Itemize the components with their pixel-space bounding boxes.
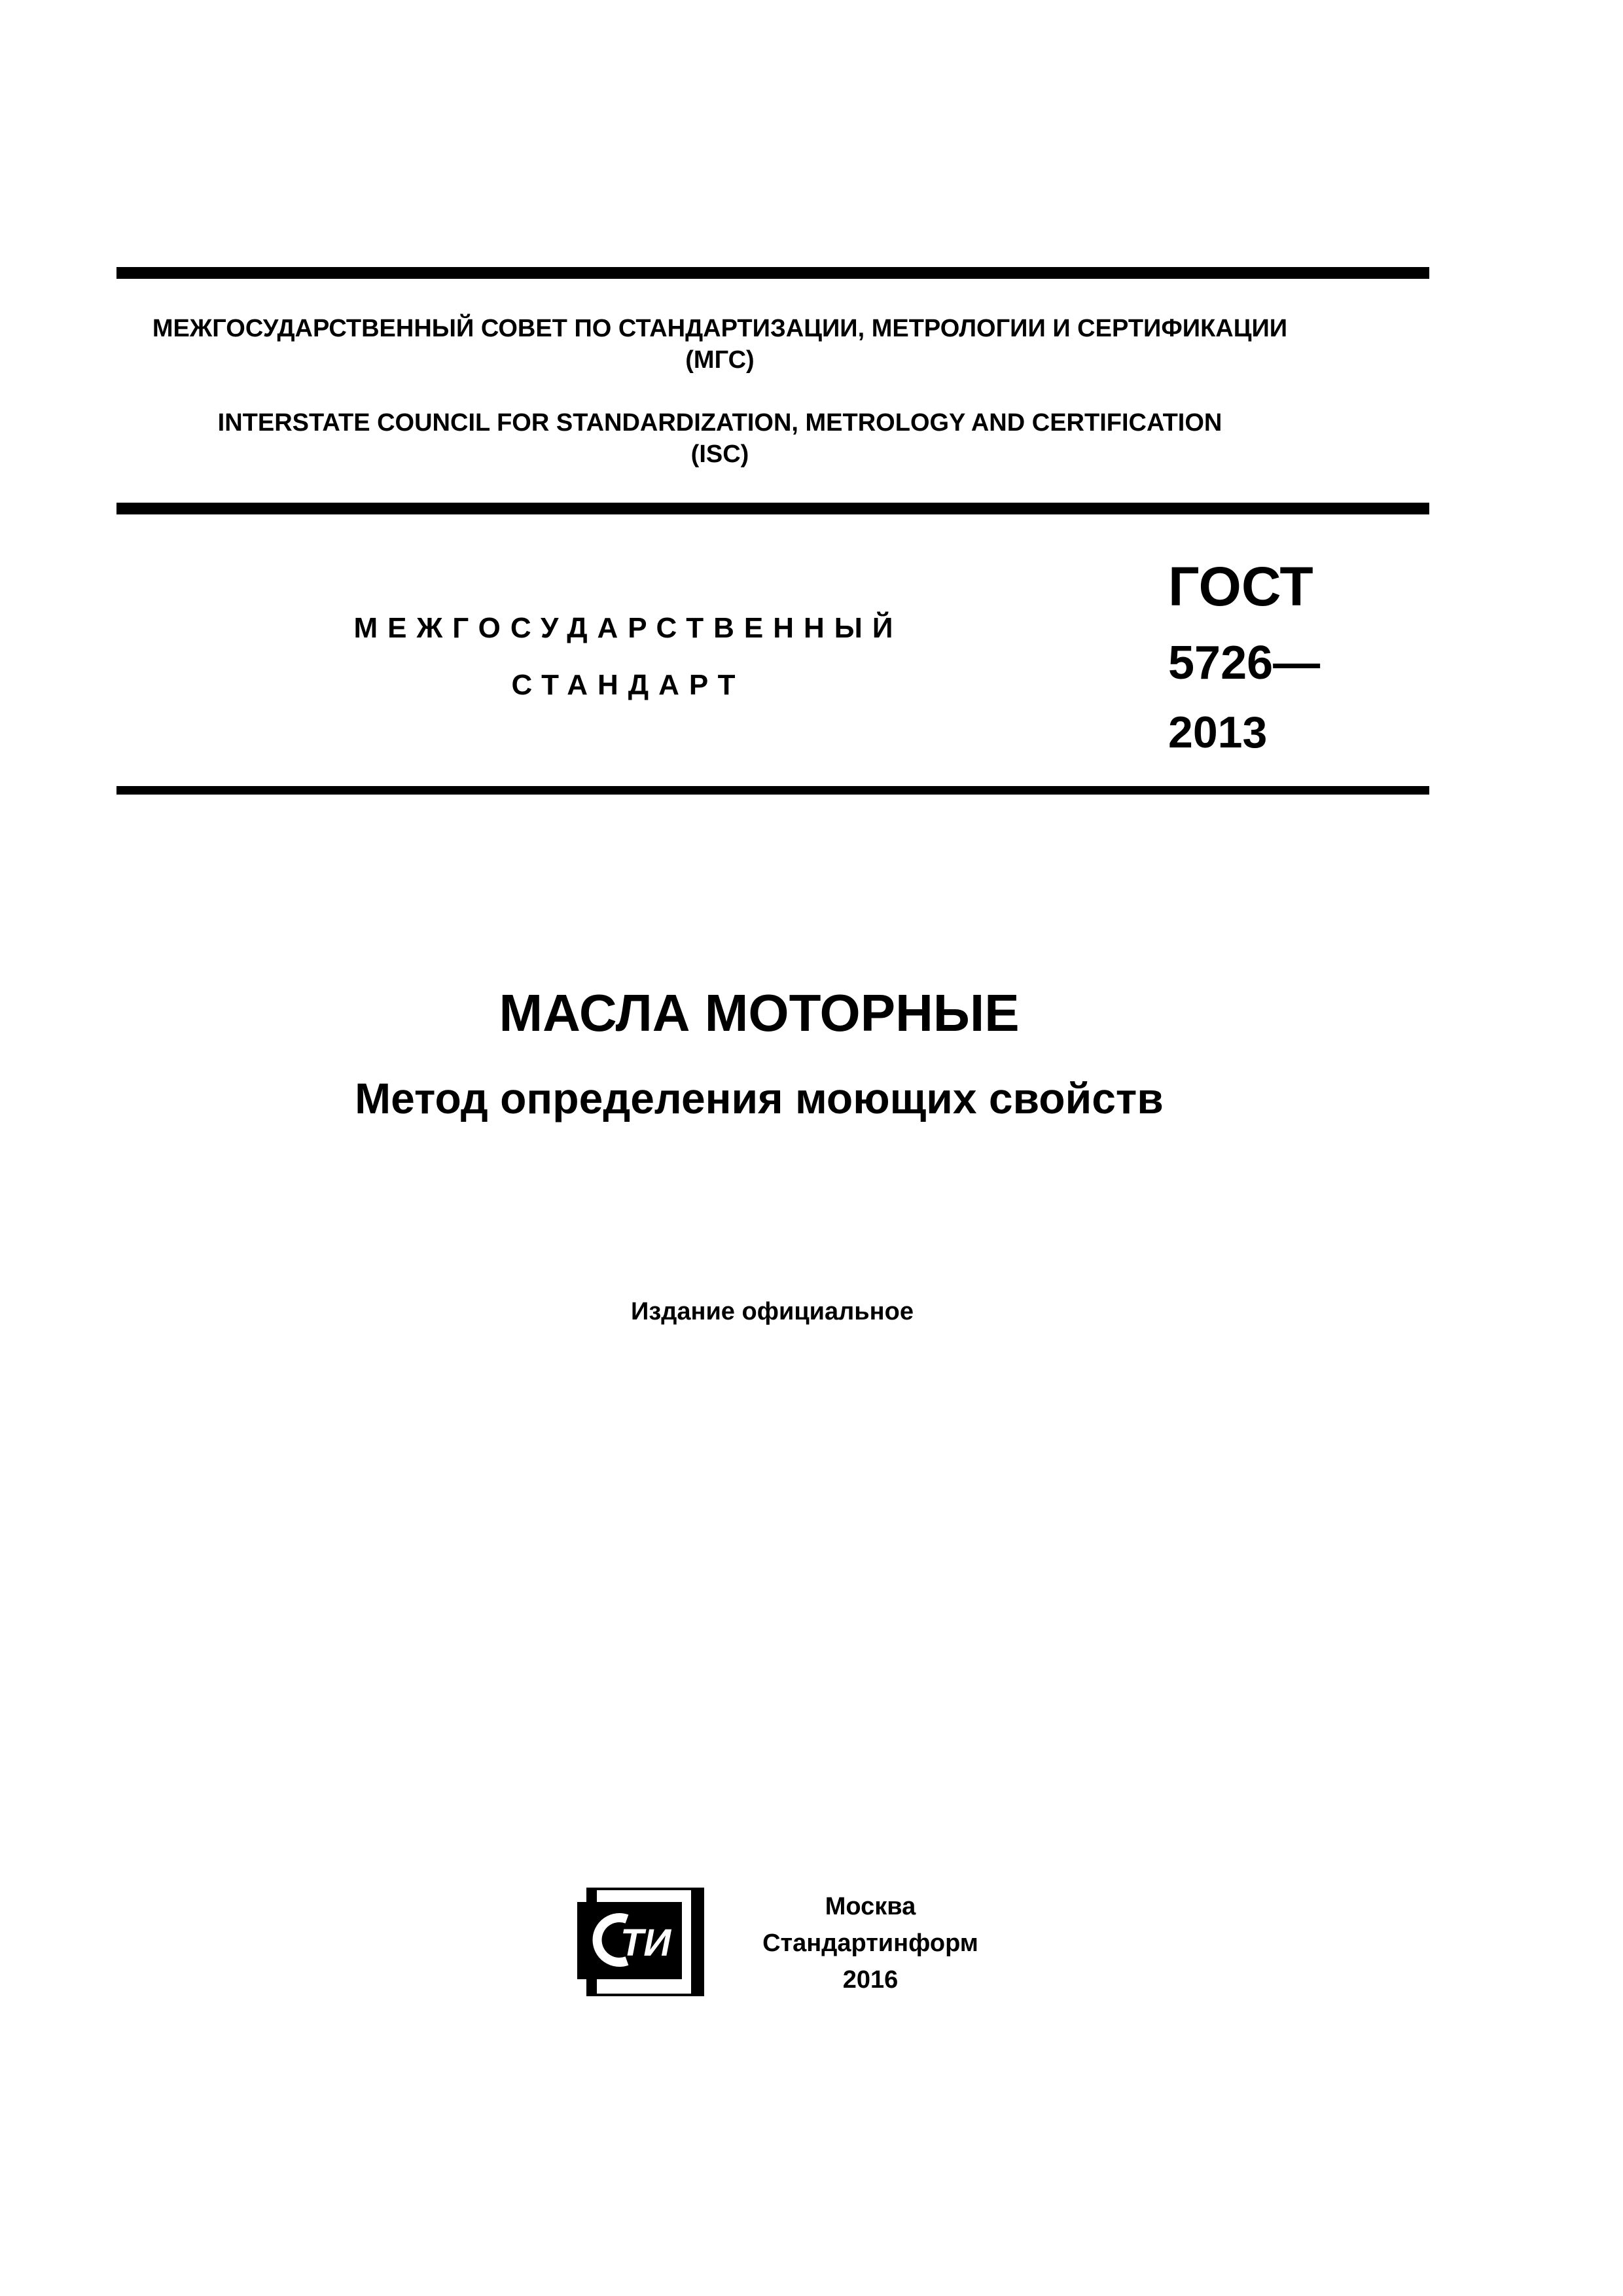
imprint (733, 1888, 1008, 1998)
gost-year: 2013 (1168, 708, 1268, 757)
imprint-publisher: Стандартинформ (762, 1929, 978, 1957)
council-name-ru-line: МЕЖГОСУДАРСТВЕННЫЙ СОВЕТ ПО СТАНДАРТИЗАЦИИ, МЕТРОЛОГИИ И СЕРТИФИКАЦИИ (152, 315, 1288, 342)
council-name-ru (0, 313, 1440, 376)
gost-label: ГОСТ (1168, 556, 1313, 617)
middle-rule (116, 503, 1429, 514)
imprint-city: Москва (825, 1893, 916, 1920)
imprint-year: 2016 (842, 1966, 899, 1994)
council-name-en (0, 407, 1440, 470)
council-abbr-ru: (МГС) (685, 346, 755, 374)
svg-text:ТИ: ТИ (620, 1922, 671, 1964)
gost-number: 5726— (1168, 637, 1321, 689)
sti-publisher-logo-icon (576, 1888, 704, 1996)
edition-note: Издание официальное (631, 1298, 914, 1325)
bottom-rule (116, 786, 1429, 795)
top-rule (116, 267, 1429, 279)
document-title: МАСЛА МОТОРНЫЕ (499, 984, 1020, 1042)
council-name-en-line: INTERSTATE COUNCIL FOR STANDARDIZATION, METROLOGY AND CERTIFICATION (217, 409, 1222, 437)
council-abbr-en: (ISC) (690, 440, 749, 468)
standard-type-line1: МЕЖГОСУДАРСТВЕННЫЙ (353, 612, 903, 644)
standard-type-line2: СТАНДАРТ (511, 669, 745, 701)
document-subtitle: Метод определения моющих свойств (355, 1074, 1164, 1122)
